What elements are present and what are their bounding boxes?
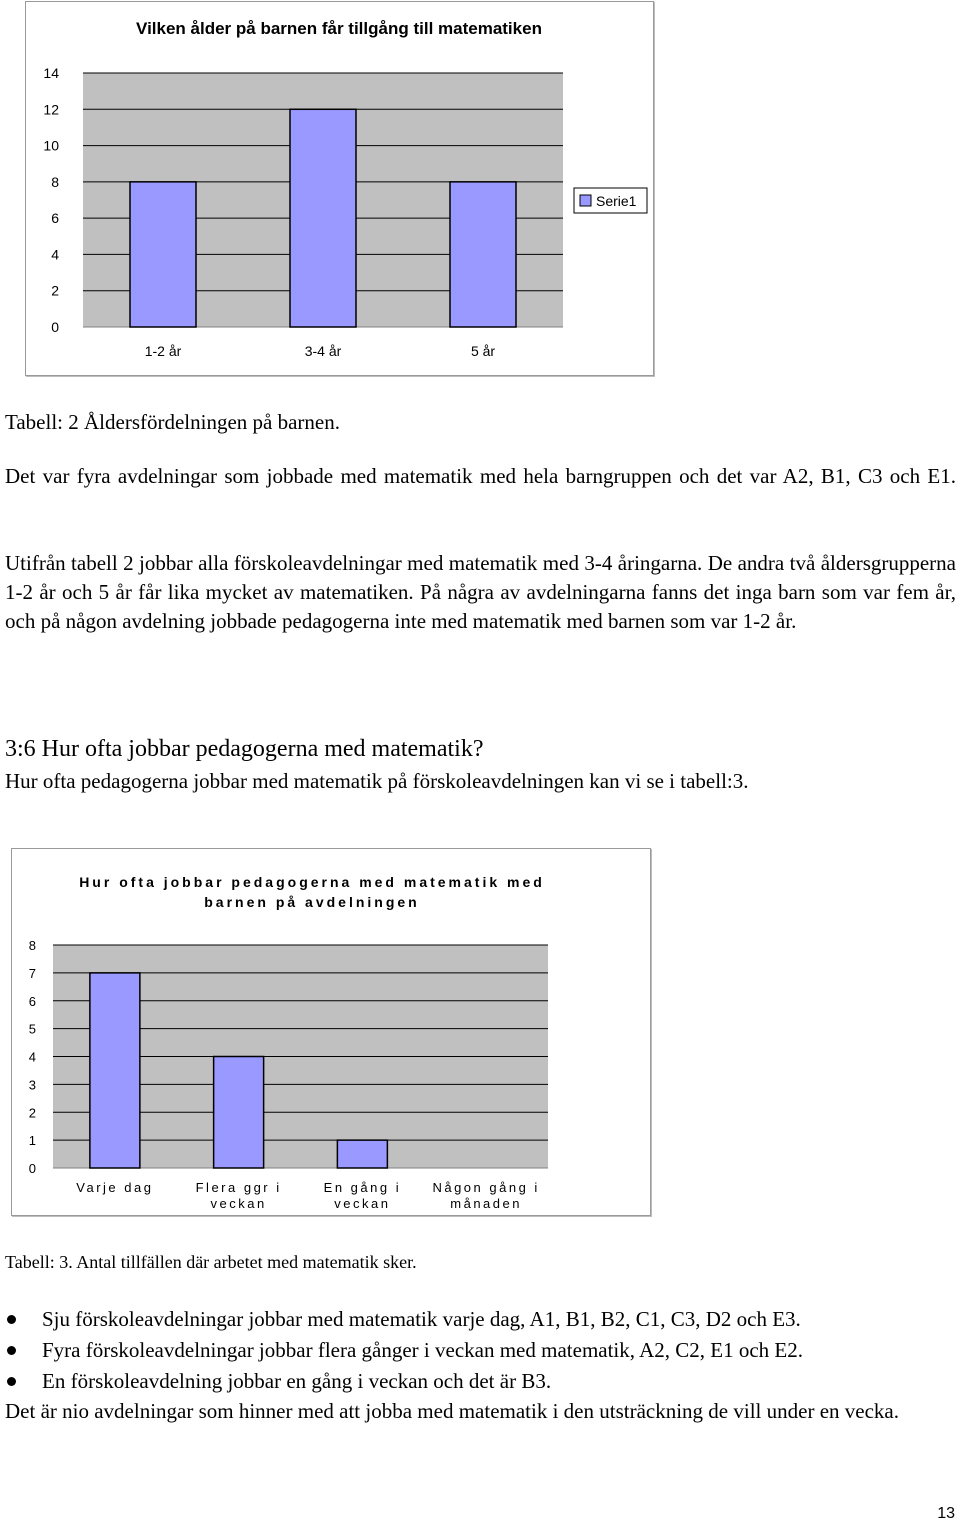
y-tick-label: 0 <box>28 1161 36 1176</box>
paragraph-1: Det var fyra avdelningar som jobbade med matematik med hela barngruppen och det var A2, B1, C3 och E1. <box>5 464 956 488</box>
list-item-text: Fyra förskoleavdelningar jobbar flera gånger i veckan med matematik, A2, C2, E1 och E2. <box>42 1338 804 1362</box>
y-tick-label: 12 <box>43 101 59 118</box>
y-tick-label: 0 <box>51 319 59 335</box>
bar <box>214 1057 264 1169</box>
x-tick-label: Någon gång i <box>432 1180 540 1195</box>
list-item <box>5 1366 956 1397</box>
x-tick-label: Flera ggr i <box>195 1180 282 1195</box>
bullet-icon <box>7 1377 16 1386</box>
y-tick-label: 3 <box>28 1077 36 1093</box>
age-chart-svg <box>26 2 653 375</box>
bar <box>450 182 516 327</box>
list-item-text: En förskoleavdelning jobbar en gång i veckan och det är B3. <box>42 1369 552 1393</box>
bullet-list <box>5 1304 956 1397</box>
x-tick-label: En gång i <box>323 1180 402 1195</box>
y-tick-label: 14 <box>43 65 59 81</box>
x-tick-label: veckan <box>210 1196 267 1211</box>
page-number: 13 <box>937 1505 955 1522</box>
x-tick-label: Varje dag <box>76 1180 154 1195</box>
y-tick-label: 8 <box>51 173 59 190</box>
frequency-chart-svg <box>12 849 650 1215</box>
y-tick-label: 4 <box>51 246 59 263</box>
x-tick-label: 3-4 år <box>304 343 342 359</box>
x-tick-label: veckan <box>334 1196 391 1211</box>
y-tick-label: 8 <box>28 938 36 953</box>
bullet-icon <box>7 1315 16 1324</box>
y-tick-label: 7 <box>28 965 36 981</box>
legend-swatch <box>580 195 591 206</box>
y-tick-label: 2 <box>51 282 59 299</box>
caption-table-2: Tabell: 2 Åldersfördelningen på barnen. <box>5 410 340 434</box>
y-tick-label: 1 <box>28 1133 36 1149</box>
y-tick-label: 5 <box>28 1021 36 1037</box>
bar <box>337 1140 387 1168</box>
list-item <box>5 1335 956 1366</box>
chart-title-line: Hur ofta jobbar pedagogerna med matematik med <box>79 874 545 890</box>
chart-title-line: barnen på avdelningen <box>204 894 420 910</box>
list-item-text: Sju förskoleavdelningar jobbar med matematik varje dag, A1, B1, B2, C1, C3, D2 och E3. <box>42 1307 801 1331</box>
bar <box>290 109 356 327</box>
bar <box>130 182 196 327</box>
y-tick-label: 2 <box>28 1105 36 1121</box>
chart-title: Vilken ålder på barnen får tillgång till matematiken <box>136 19 542 38</box>
legend-label: Serie1 <box>596 193 637 209</box>
paragraph-4: Det är nio avdelningar som hinner med att jobba med matematik i den utsträckning de vill under en vecka. <box>5 1399 899 1423</box>
paragraph-3: Hur ofta pedagogerna jobbar med matematik på förskoleavdelningen kan vi se i tabell:3. <box>5 769 749 793</box>
section-heading: 3:6 Hur ofta jobbar pedagogerna med matematik? <box>5 736 484 762</box>
bar <box>90 973 140 1168</box>
paragraph-2: Utifrån tabell 2 jobbar alla förskoleavdelningar med matematik med 3-4 åringarna. De andra två åldersgrupperna 1-2 år och 5 år får lika mycket av matematiken. På några av avdelningarna fanns det inga barn som var fem år, och på någon avdelning jobbade pedagogerna inte med matematik med barnen som var 1-2 år. <box>5 551 956 633</box>
age-chart <box>25 1 654 376</box>
caption-table-3: Tabell: 3. Antal tillfällen där arbetet med matematik sker. <box>5 1252 417 1272</box>
y-tick-label: 10 <box>43 137 59 154</box>
x-tick-label: 5 år <box>470 343 496 359</box>
bullet-icon <box>7 1346 16 1355</box>
frequency-chart <box>11 848 651 1216</box>
y-tick-label: 4 <box>28 1049 36 1065</box>
list-item <box>5 1304 956 1335</box>
y-tick-label: 6 <box>51 210 59 227</box>
x-tick-label: 1-2 år <box>144 343 182 359</box>
x-tick-label: månaden <box>450 1196 522 1211</box>
y-tick-label: 6 <box>28 993 36 1009</box>
